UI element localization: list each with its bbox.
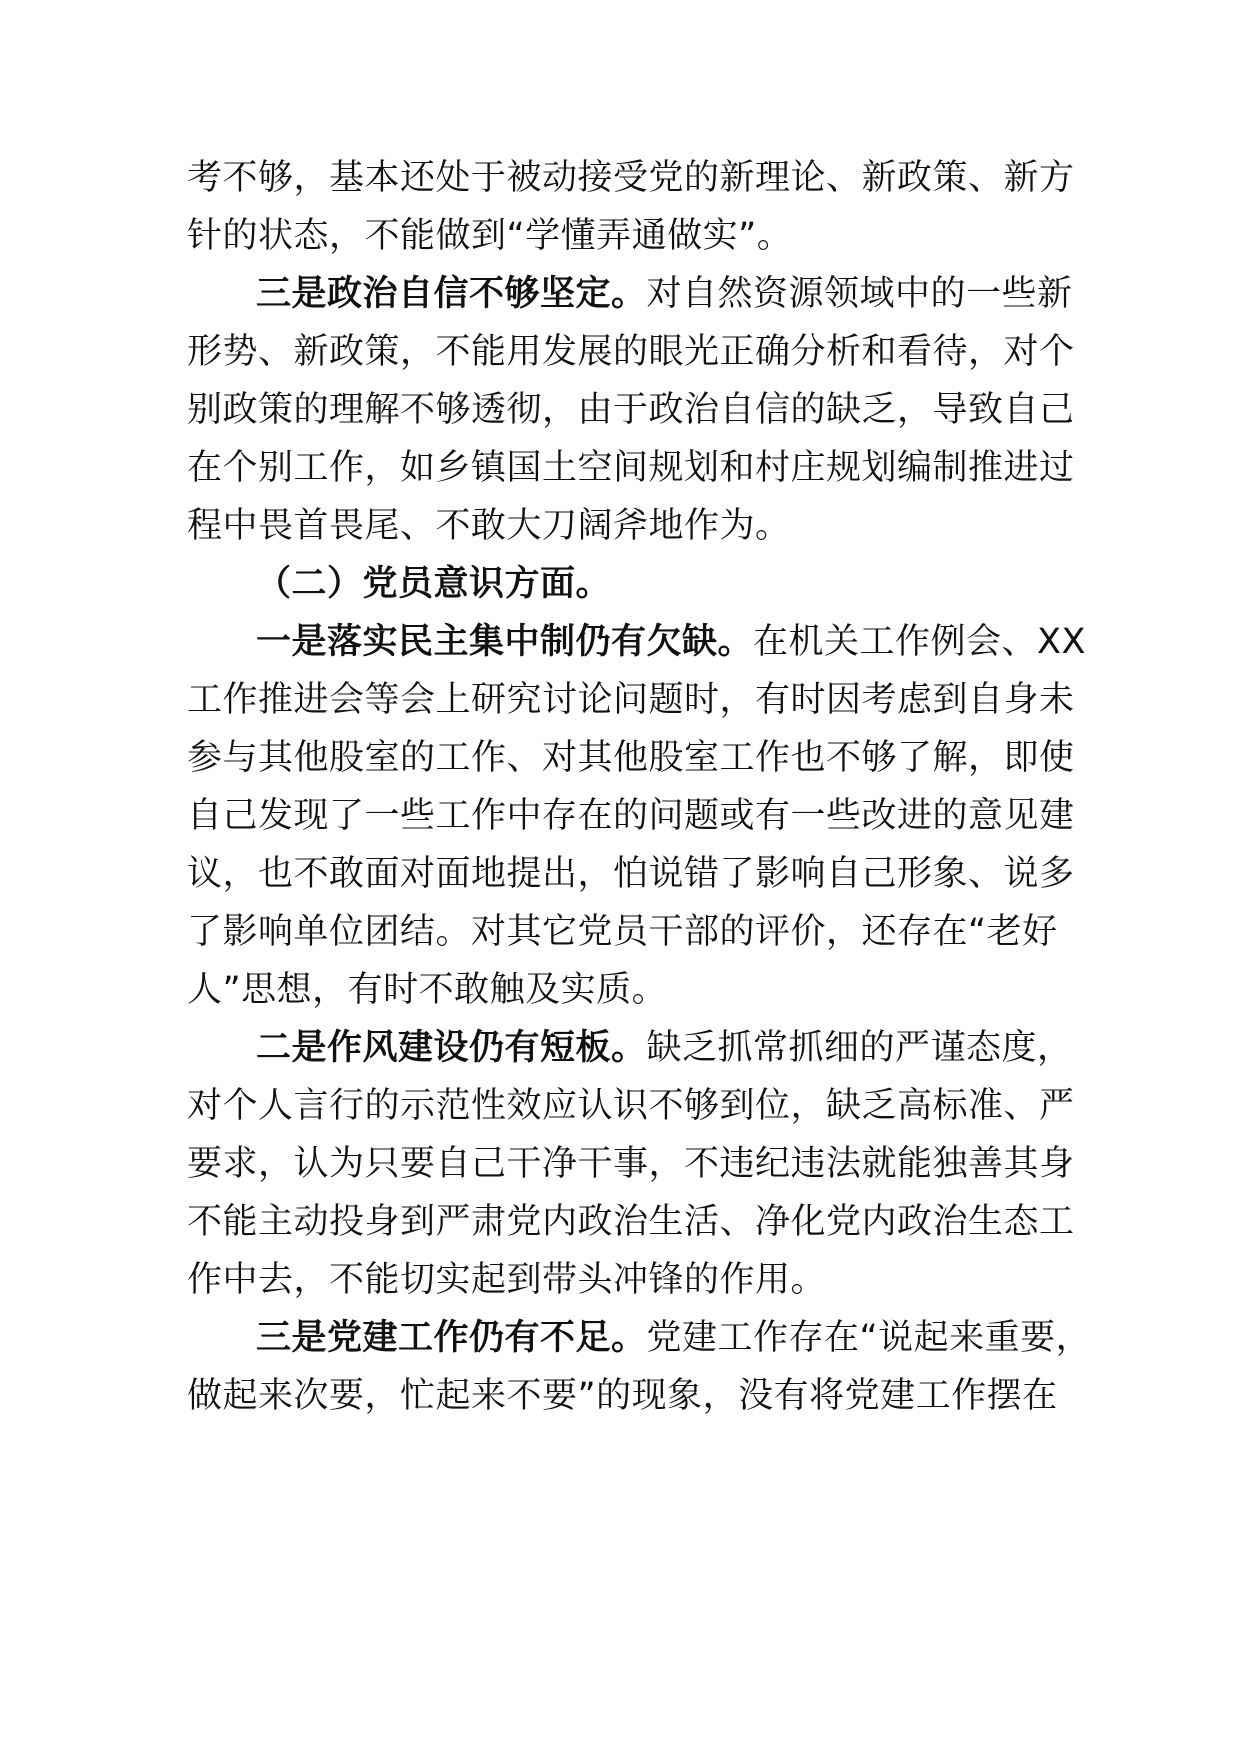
paragraph-line <box>187 1200 1075 1244</box>
paragraph-line <box>187 1084 1075 1128</box>
paragraph-heading: 二是作风建设仍有短板。 <box>256 1028 647 1068</box>
body-text: 考不够，基本还处于被动接受党的新理论、新政策、新方 <box>187 158 1075 198</box>
paragraph-line <box>187 388 1075 432</box>
paragraph-line <box>187 446 1075 490</box>
paragraph-line <box>187 794 1075 838</box>
body-text: 议，也不敢面对面地提出，怕说错了影响自己形象、说多 <box>187 854 1075 894</box>
body-text: 程中畏首畏尾、不敢大刀阔斧地作为。 <box>187 506 791 546</box>
paragraph-line <box>256 1026 1073 1070</box>
body-text: 参与其他股室的工作、对其他股室工作也不够了解，即使 <box>187 738 1075 778</box>
paragraph-line <box>187 156 1075 200</box>
paragraph-line <box>187 1142 1075 1186</box>
body-text: 作中去，不能切实起到带头冲锋的作用。 <box>187 1260 827 1300</box>
paragraph-line <box>256 1316 1091 1360</box>
body-text: 别政策的理解不够透彻，由于政治自信的缺乏，导致自己 <box>187 390 1075 430</box>
body-text: 在机关工作例会、XX <box>753 622 1086 662</box>
paragraph-line <box>187 330 1075 374</box>
paragraph-line <box>187 678 1075 722</box>
paragraph-line <box>256 620 1086 664</box>
body-text: 做起来次要，忙起来不要”的现象，没有将党建工作摆在 <box>187 1376 1058 1416</box>
paragraph-heading: 三是政治自信不够坚定。 <box>256 274 647 314</box>
paragraph-line <box>187 852 1075 896</box>
paragraph-line <box>187 214 792 258</box>
body-text: 针的状态，不能做到“学懂弄通做实”。 <box>187 216 793 256</box>
section-heading <box>256 562 611 606</box>
body-text: 在个别工作，如乡镇国土空间规划和村庄规划编制推进过 <box>187 448 1075 488</box>
body-text: 党建工作存在“说起来重要， <box>646 1318 1092 1358</box>
body-text: 形势、新政策，不能用发展的眼光正确分析和看待，对个 <box>187 332 1075 372</box>
body-text: 自己发现了一些工作中存在的问题或有一些改进的意见建 <box>187 796 1075 836</box>
body-text: 工作推进会等会上研究讨论问题时，有时因考虑到自身未 <box>187 680 1075 720</box>
paragraph-line <box>187 910 1058 954</box>
paragraph-heading: 一是落实民主集中制仍有欠缺。 <box>256 622 754 662</box>
paragraph-heading: 三是党建工作仍有不足。 <box>256 1318 647 1358</box>
paragraph-line <box>187 1258 826 1302</box>
section-heading-text: （二）党员意识方面。 <box>256 564 612 604</box>
paragraph-line <box>256 272 1073 316</box>
body-text: 对个人言行的示范性效应认识不够到位，缺乏高标准、严 <box>187 1086 1075 1126</box>
body-text: 不能主动投身到严肃党内政治生活、净化党内政治生态工 <box>187 1202 1075 1242</box>
body-text: 了影响单位团结。对其它党员干部的评价，还存在“老好 <box>187 912 1058 952</box>
body-text: 要求，认为只要自己干净干事，不违纪违法就能独善其身 <box>187 1144 1075 1184</box>
paragraph-line <box>187 968 667 1012</box>
paragraph-line <box>187 1374 1058 1418</box>
body-text: 缺乏抓常抓细的严谨态度， <box>646 1028 1073 1068</box>
body-text: 人”思想，有时不敢触及实质。 <box>187 970 668 1010</box>
paragraph-line <box>187 504 791 548</box>
body-text: 对自然资源领域中的一些新 <box>646 274 1073 314</box>
paragraph-line <box>187 736 1075 780</box>
